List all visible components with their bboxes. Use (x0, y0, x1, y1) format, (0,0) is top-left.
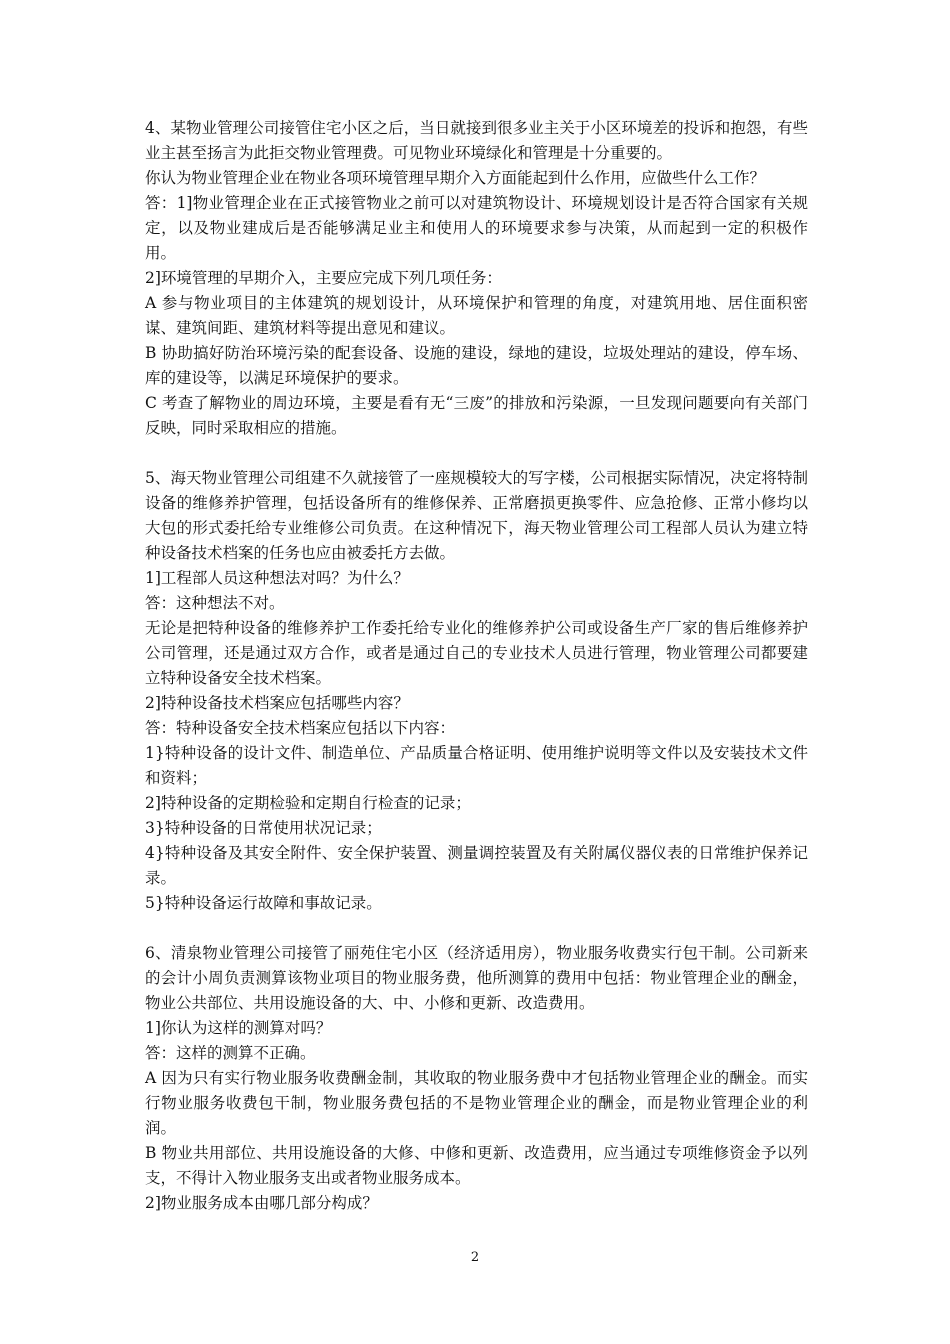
paragraph: 5}特种设备运行故障和事故记录。 (145, 894, 382, 912)
paragraph: A 因为只有实行物业服务收费酬金制，其收取的物业服务费中才包括物业管理企业的酬金。而实行物业服务收费包干制，物业服务费包括的不是物业管理企业的酬金，而是物业管理企业的利润。 (145, 1069, 808, 1137)
paragraph: 2]特种设备技术档案应包括哪些内容？ (145, 694, 409, 712)
paragraph: 答：1]物业管理企业在正式接管物业之前可以对建筑物设计、环境规划设计是否符合国家有关规定，以及物业建成后是否能够满足业主和使用人的环境要求参与决策，从而起到一定的积极作用。 (145, 194, 808, 262)
paragraph: 你认为物业管理企业在物业各项环境管理早期介入方面能起到什么作用，应做些什么工作？ (145, 169, 766, 187)
paragraph: 2]特种设备的定期检验和定期自行检查的记录； (145, 794, 471, 812)
section-question-6 (145, 941, 808, 1216)
paragraph: 4}特种设备及其安全附件、安全保护装置、测量调控装置及有关附属仪器仪表的日常维护保养记录。 (145, 844, 808, 887)
paragraph: 无论是把特种设备的维修养护工作委托给专业化的维修养护公司或设备生产厂家的售后维修养护公司管理，还是通过双方合作，或者是通过自己的专业技术人员进行管理，物业管理公司都要建立特种设备安全技术档案。 (145, 619, 808, 687)
paragraph: 答：特种设备安全技术档案应包括以下内容： (145, 719, 456, 737)
paragraph: B 物业共用部位、共用设施设备的大修、中修和更新、改造费用，应当通过专项维修资金予以列支，不得计入物业服务支出或者物业服务成本。 (145, 1144, 808, 1187)
paragraph: 2]环境管理的早期介入，主要应完成下列几项任务： (145, 269, 502, 287)
paragraph: 5、海天物业管理公司组建不久就接管了一座规模较大的写字楼，公司根据实际情况，决定将特制设备的维修养护管理，包括设备所有的维修保养、正常磨损更换零件、应急抢修、正常小修均以大包的形式委托给专业维修公司负责。在这种情况下，海天物业管理公司工程部人员认为建立特种设备技术档案的任务也应由被委托方去做。 (145, 469, 808, 562)
paragraph: 1}特种设备的设计文件、制造单位、产品质量合格证明、使用维护说明等文件以及安装技术文件和资料； (145, 744, 808, 787)
section-spacer (145, 441, 808, 466)
paragraph: 4、某物业管理公司接管住宅小区之后，当日就接到很多业主关于小区环境差的投诉和抱怨，有些业主甚至扬言为此拒交物业管理费。可见物业环境绿化和管理是十分重要的。 (145, 119, 808, 162)
paragraph: B 协助搞好防治环境污染的配套设备、设施的建设，绿地的建设，垃圾处理站的建设，停车场、库的建设等，以满足环境保护的要求。 (145, 344, 808, 387)
paragraph: 答：这种想法不对。 (145, 594, 285, 612)
page-content (145, 116, 808, 1216)
section-question-5 (145, 466, 808, 916)
paragraph: 1]你认为这样的测算对吗？ (145, 1019, 332, 1037)
paragraph: 2]物业服务成本由哪几部分构成？ (145, 1194, 378, 1212)
paragraph: 1]工程部人员这种想法对吗？为什么？ (145, 569, 409, 587)
section-question-4 (145, 116, 808, 441)
paragraph: C 考查了解物业的周边环境，主要是看有无“三废”的排放和污染源，一旦发现问题要向有关部门反映，同时采取相应的措施。 (145, 394, 808, 437)
paragraph: A 参与物业项目的主体建筑的规划设计，从环境保护和管理的角度，对建筑用地、居住面积密谋、建筑间距、建筑材料等提出意见和建议。 (145, 294, 808, 337)
paragraph: 6、清泉物业管理公司接管了丽苑住宅小区（经济适用房），物业服务收费实行包干制。公司新来的会计小周负责测算该物业项目的物业服务费，他所测算的费用中包括：物业管理企业的酬金，物业公共部位、共用设施设备的大、中、小修和更新、改造费用。 (145, 944, 808, 1012)
page-number: 2 (470, 1250, 480, 1265)
paragraph: 3}特种设备的日常使用状况记录； (145, 819, 382, 837)
paragraph: 答：这样的测算不正确。 (145, 1044, 316, 1062)
section-spacer (145, 916, 808, 941)
